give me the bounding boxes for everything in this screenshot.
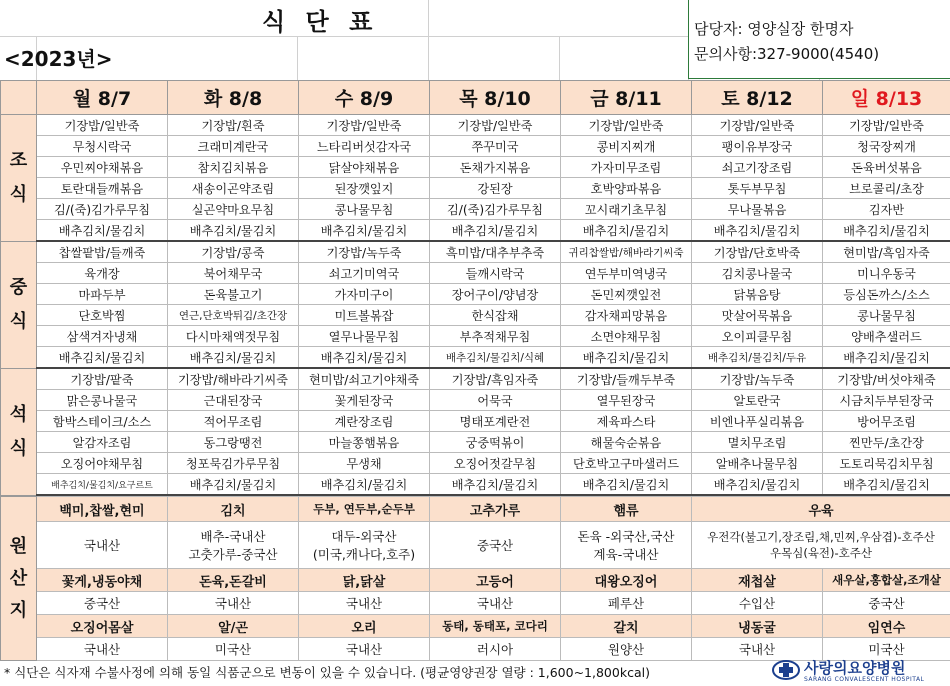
origin-value: 미국산	[823, 638, 950, 661]
menu-table	[0, 80, 950, 496]
menu-cell: 배추김치/물김치	[430, 474, 561, 496]
menu-cell: 김/(죽)김가루무침	[430, 199, 561, 220]
contact-box	[688, 0, 950, 79]
menu-cell: 우민찌야채볶음	[37, 157, 168, 178]
menu-cell: 부추적채무침	[430, 326, 561, 347]
menu-row	[1, 157, 950, 178]
menu-cell: 알감자조림	[37, 432, 168, 453]
origin-header: 닭,닭살	[299, 569, 430, 592]
menu-cell: 기장밥/일반죽	[37, 115, 168, 136]
menu-cell: 팽이유부장국	[692, 136, 823, 157]
origin-header-row	[1, 569, 950, 592]
menu-cell: 배추김치/물김치	[168, 220, 299, 242]
menu-cell: 북어채무국	[168, 263, 299, 284]
menu-cell: 기장밥/흑임자죽	[430, 368, 561, 390]
contact-inquiry: 문의사항:327-9000(4540)	[694, 45, 880, 63]
menu-cell: 기장밥/일반죽	[823, 115, 950, 136]
meal-label: 조 식	[1, 115, 37, 242]
day-header: 일 8/13	[823, 81, 950, 115]
menu-cell: 강된장	[430, 178, 561, 199]
menu-cell: 기장밥/일반죽	[561, 115, 692, 136]
menu-cell: 기장밥/일반죽	[299, 115, 430, 136]
menu-cell: 마파두부	[37, 284, 168, 305]
menu-cell: 배추김치/물김치	[692, 220, 823, 242]
menu-cell: 배추김치/물김치	[823, 220, 950, 242]
day-header: 수 8/9	[299, 81, 430, 115]
menu-cell: 마늘쫑햄볶음	[299, 432, 430, 453]
origin-header: 동태, 동태포, 코다리	[430, 615, 561, 638]
menu-cell: 김/(죽)김가루무침	[37, 199, 168, 220]
menu-row	[1, 326, 950, 347]
menu-cell: 가자미구이	[299, 284, 430, 305]
origin-header: 우육	[692, 497, 950, 522]
day-header: 금 8/11	[561, 81, 692, 115]
menu-row	[1, 178, 950, 199]
menu-cell: 흑미밥/대추부추죽	[430, 241, 561, 263]
menu-cell: 새송이곤약조림	[168, 178, 299, 199]
menu-cell: 배추김치/물김치	[692, 474, 823, 496]
menu-cell: 귀리찹쌀밥/해바라기씨죽	[561, 241, 692, 263]
menu-cell: 느타리버섯감자국	[299, 136, 430, 157]
origin-header: 냉동굴	[692, 615, 823, 638]
menu-cell: 열무된장국	[561, 390, 692, 411]
origin-header: 알/곤	[168, 615, 299, 638]
origin-header: 햄류	[561, 497, 692, 522]
menu-cell: 다시마채액젓무침	[168, 326, 299, 347]
menu-cell: 한식잡채	[430, 305, 561, 326]
origin-header: 고등어	[430, 569, 561, 592]
menu-cell: 실곤약마요무침	[168, 199, 299, 220]
origin-value: 중국산	[823, 592, 950, 615]
menu-cell: 크래미계란국	[168, 136, 299, 157]
origin-header-row	[1, 497, 950, 522]
menu-cell: 오징어젓갈무침	[430, 453, 561, 474]
header-area	[0, 0, 950, 80]
origin-label: 원 산 지	[1, 497, 37, 661]
menu-cell: 근대된장국	[168, 390, 299, 411]
page-title: 식 단 표	[262, 8, 379, 36]
menu-cell: 배추김치/물김치	[37, 347, 168, 369]
menu-row	[1, 115, 950, 136]
origin-header: 대왕오징어	[561, 569, 692, 592]
menu-cell: 기장밥/팥죽	[37, 368, 168, 390]
menu-cell: 적어무조림	[168, 411, 299, 432]
origin-value-row	[1, 522, 950, 569]
origin-value: 배추-국내산 고춧가루-중국산	[168, 522, 299, 569]
menu-cell: 배추김치/물김치/식혜	[430, 347, 561, 369]
origin-header: 백미,찹쌀,현미	[37, 497, 168, 522]
menu-cell: 닭살야채볶음	[299, 157, 430, 178]
menu-cell: 톳두부무침	[692, 178, 823, 199]
origin-value: 국내산	[168, 592, 299, 615]
menu-cell: 찐만두/초간장	[823, 432, 950, 453]
menu-cell: 찹쌀팥밥/들깨죽	[37, 241, 168, 263]
menu-cell: 배추김치/물김치	[168, 474, 299, 496]
menu-cell: 등심돈까스/소스	[823, 284, 950, 305]
menu-cell: 알토란국	[692, 390, 823, 411]
menu-cell: 배추김치/물김치	[823, 347, 950, 369]
menu-cell: 어묵국	[430, 390, 561, 411]
menu-cell: 쇠고기미역국	[299, 263, 430, 284]
menu-cell: 비엔나푸실리볶음	[692, 411, 823, 432]
cross-icon	[772, 659, 800, 681]
hospital-logo	[770, 657, 948, 685]
corner-cell	[1, 81, 37, 115]
menu-row	[1, 368, 950, 390]
origin-header: 갈치	[561, 615, 692, 638]
origin-value: 돈육 -외국산,국산 계육-국내산	[561, 522, 692, 569]
menu-cell: 소면야채무침	[561, 326, 692, 347]
menu-cell: 배추김치/물김치	[37, 220, 168, 242]
menu-cell: 콩나물무침	[823, 305, 950, 326]
menu-cell: 브로콜리/초장	[823, 178, 950, 199]
menu-cell: 닭볶음탕	[692, 284, 823, 305]
origin-value: 우전각(불고기,장조림,채,민찌,우삼겹)-호주산 우목심(육전)-호주산	[692, 522, 950, 569]
menu-cell: 기장밥/일반죽	[430, 115, 561, 136]
menu-cell: 기장밥/들깨두부죽	[561, 368, 692, 390]
menu-row	[1, 136, 950, 157]
menu-cell: 배추김치/물김치	[561, 474, 692, 496]
menu-row	[1, 347, 950, 369]
origin-value: 국내산	[430, 592, 561, 615]
menu-cell: 양배추샐러드	[823, 326, 950, 347]
menu-cell: 배추김치/물김치	[823, 474, 950, 496]
menu-cell: 배추김치/물김치/요구르트	[37, 474, 168, 496]
menu-row	[1, 220, 950, 242]
menu-row	[1, 453, 950, 474]
origin-header: 두부, 연두부,순두부	[299, 497, 430, 522]
footnote: * 식단은 식자재 수불사정에 의해 동일 식품군으로 변동이 있을 수 있습니다. (평균영양권장 열량 : 1,600~1,800kcal)	[4, 665, 650, 680]
origin-header: 임연수	[823, 615, 950, 638]
menu-cell: 미니우동국	[823, 263, 950, 284]
menu-cell: 삼색겨자냉채	[37, 326, 168, 347]
menu-cell: 제육파스타	[561, 411, 692, 432]
menu-cell: 맛살어묵볶음	[692, 305, 823, 326]
menu-cell: 청포묵김가루무침	[168, 453, 299, 474]
menu-cell: 가자미무조림	[561, 157, 692, 178]
menu-cell: 토란대들깨볶음	[37, 178, 168, 199]
menu-row	[1, 411, 950, 432]
menu-row	[1, 284, 950, 305]
contact-manager: 담당자: 영양실장 한명자	[694, 20, 854, 38]
menu-cell: 돈민찌깻잎전	[561, 284, 692, 305]
origin-value: 러시아	[430, 638, 561, 661]
menu-cell: 기장밥/콩죽	[168, 241, 299, 263]
origin-value: 국내산	[299, 592, 430, 615]
menu-cell: 꼬시래기초무침	[561, 199, 692, 220]
menu-cell: 청국장찌개	[823, 136, 950, 157]
origin-header: 새우살,홍합살,조개살	[823, 569, 950, 592]
menu-cell: 맑은콩나물국	[37, 390, 168, 411]
logo-name: 사랑의요양병원	[804, 659, 906, 677]
menu-cell: 배추김치/물김치	[430, 220, 561, 242]
menu-row	[1, 474, 950, 496]
menu-cell: 연두부미역냉국	[561, 263, 692, 284]
origin-value: 국내산	[37, 638, 168, 661]
origin-value: 국내산	[692, 638, 823, 661]
menu-cell: 배추김치/물김치	[299, 474, 430, 496]
origin-header: 고추가루	[430, 497, 561, 522]
menu-cell: 멸치무조림	[692, 432, 823, 453]
menu-cell: 배추김치/물김치	[561, 220, 692, 242]
menu-cell: 배추김치/물김치	[168, 347, 299, 369]
menu-cell: 호박양파볶음	[561, 178, 692, 199]
menu-cell: 김치콩나물국	[692, 263, 823, 284]
origin-header: 재첩살	[692, 569, 823, 592]
menu-cell: 콩나물무침	[299, 199, 430, 220]
menu-cell: 단호박찜	[37, 305, 168, 326]
menu-cell: 무청시락국	[37, 136, 168, 157]
menu-cell: 들깨시락국	[430, 263, 561, 284]
origin-table	[0, 496, 950, 661]
menu-row	[1, 305, 950, 326]
menu-cell: 기장밥/녹두죽	[299, 241, 430, 263]
menu-cell: 기장밥/버섯야채죽	[823, 368, 950, 390]
menu-cell: 단호박고구마샐러드	[561, 453, 692, 474]
menu-row	[1, 241, 950, 263]
menu-cell: 해물숙순볶음	[561, 432, 692, 453]
menu-cell: 오징어야채무침	[37, 453, 168, 474]
menu-cell: 돈육버섯볶음	[823, 157, 950, 178]
menu-cell: 동그랑땡전	[168, 432, 299, 453]
menu-row	[1, 390, 950, 411]
year-label: <2023년>	[4, 47, 113, 71]
origin-value: 원양산	[561, 638, 692, 661]
meal-label: 석 식	[1, 368, 37, 495]
origin-value: 대두-외국산 (미국,캐나다,호주)	[299, 522, 430, 569]
day-header: 토 8/12	[692, 81, 823, 115]
menu-cell: 무나물볶음	[692, 199, 823, 220]
logo-subtitle: SARANG CONVALESCENT HOSPITAL	[804, 676, 925, 683]
origin-header: 김치	[168, 497, 299, 522]
menu-cell: 열무나물무침	[299, 326, 430, 347]
menu-cell: 꽃게된장국	[299, 390, 430, 411]
menu-cell: 시금치두부된장국	[823, 390, 950, 411]
menu-cell: 돈채가지볶음	[430, 157, 561, 178]
origin-value: 수입산	[692, 592, 823, 615]
menu-row	[1, 432, 950, 453]
origin-value-row	[1, 592, 950, 615]
menu-cell: 연근,단호박튀김/초간장	[168, 305, 299, 326]
origin-header-row	[1, 615, 950, 638]
menu-cell: 쭈꾸미국	[430, 136, 561, 157]
menu-cell: 알배추나물무침	[692, 453, 823, 474]
menu-row	[1, 199, 950, 220]
menu-cell: 돈육불고기	[168, 284, 299, 305]
menu-cell: 방어무조림	[823, 411, 950, 432]
origin-value: 국내산	[299, 638, 430, 661]
menu-cell: 기장밥/해바라기씨죽	[168, 368, 299, 390]
origin-value: 국내산	[37, 522, 168, 569]
menu-cell: 기장밥/흰죽	[168, 115, 299, 136]
menu-cell: 무생채	[299, 453, 430, 474]
menu-cell: 기장밥/일반죽	[692, 115, 823, 136]
menu-cell: 배추김치/물김치	[299, 347, 430, 369]
day-header: 월 8/7	[37, 81, 168, 115]
menu-cell: 감자채피망볶음	[561, 305, 692, 326]
origin-header: 돈육,돈갈비	[168, 569, 299, 592]
menu-cell: 배추김치/물김치	[561, 347, 692, 369]
day-header-row	[1, 81, 950, 115]
menu-cell: 배추김치/물김치/두유	[692, 347, 823, 369]
origin-header: 꽃게,냉동야채	[37, 569, 168, 592]
menu-cell: 도토리묵김치무침	[823, 453, 950, 474]
menu-cell: 오이피클무침	[692, 326, 823, 347]
menu-cell: 기장밥/단호박죽	[692, 241, 823, 263]
menu-cell: 김자반	[823, 199, 950, 220]
menu-cell: 배추김치/물김치	[299, 220, 430, 242]
origin-header: 오리	[299, 615, 430, 638]
menu-cell: 미트볼볶잡	[299, 305, 430, 326]
day-header: 목 8/10	[430, 81, 561, 115]
menu-cell: 궁중떡볶이	[430, 432, 561, 453]
menu-cell: 쇠고기장조림	[692, 157, 823, 178]
origin-header: 오징어몸살	[37, 615, 168, 638]
origin-value: 페루산	[561, 592, 692, 615]
origin-value: 미국산	[168, 638, 299, 661]
menu-cell: 현미밥/흑임자죽	[823, 241, 950, 263]
menu-cell: 참치김치볶음	[168, 157, 299, 178]
menu-cell: 명태포계란전	[430, 411, 561, 432]
menu-cell: 육개장	[37, 263, 168, 284]
day-header: 화 8/8	[168, 81, 299, 115]
menu-cell: 기장밥/녹두죽	[692, 368, 823, 390]
menu-cell: 함박스테이크/소스	[37, 411, 168, 432]
origin-value: 중국산	[430, 522, 561, 569]
menu-cell: 콩비지찌개	[561, 136, 692, 157]
menu-cell: 장어구이/양념장	[430, 284, 561, 305]
menu-cell: 현미밥/쇠고기야채죽	[299, 368, 430, 390]
menu-cell: 계란장조림	[299, 411, 430, 432]
meal-label: 중 식	[1, 241, 37, 368]
menu-row	[1, 263, 950, 284]
menu-cell: 된장깻잎지	[299, 178, 430, 199]
origin-value: 중국산	[37, 592, 168, 615]
